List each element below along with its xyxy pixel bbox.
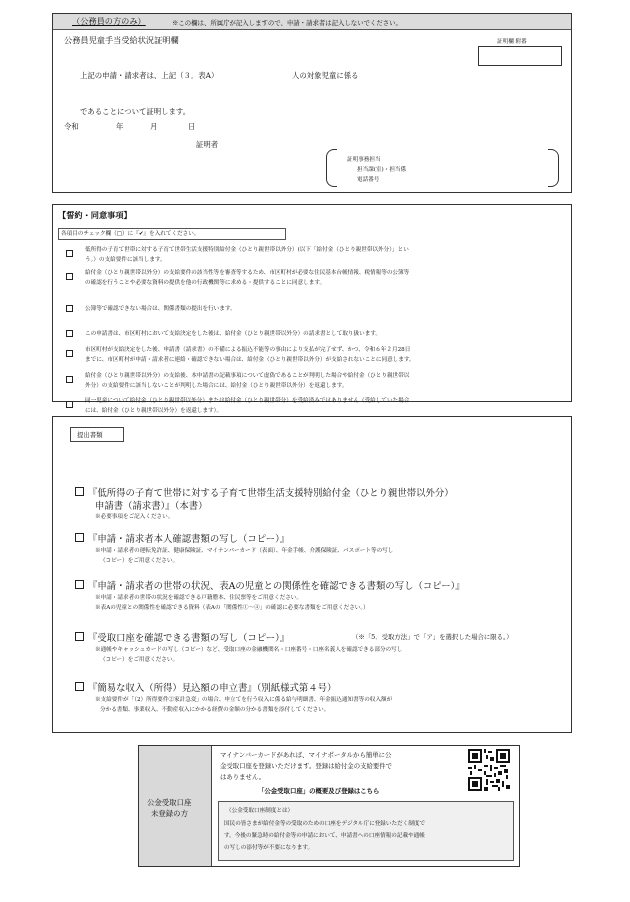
pledge-item-1-line-2: う。）の支給要件に該当します。	[85, 257, 166, 263]
document-title-5: 『簡易な収入（所得）見込額の申立書』（別紙様式第４号）	[88, 683, 337, 694]
office-line-1: 証明事務担当	[347, 157, 381, 163]
account-text-1: マイナンバーカードがあれば、マイナポータルから簡単に公	[220, 751, 392, 759]
pledge-checkbox-3[interactable]	[66, 305, 73, 312]
pledge-item-3-line-1: 公簿等で確認できない場合は、関係書類の提出を行います。	[85, 306, 236, 312]
date-month: 月	[150, 122, 158, 131]
pledge-item-5-line-1: 市区町村が支給決定をした後、申請書（請求書）の不備による振込不能等の事由により支払が完了せず、かつ、令和６年２月28日	[85, 347, 411, 353]
certificate-title: 公務員児童手当受給状況証明欄	[64, 35, 179, 45]
document-suffix-4: （※「5．受取方法」で「ア」を選択した場合に限る。）	[352, 633, 513, 641]
pledge-instruction: 各項目のチェック欄（□）に『✔』を入れてください。	[61, 231, 200, 237]
document-note-3-2: ※表Aの児童との関係性を確認できる資料（表Aの「関係性①～④」の確認に必要な書類をご用意ください。）	[95, 605, 369, 611]
qr-code-icon[interactable]	[468, 749, 510, 791]
official-note: ※この欄は、所属庁が記入しますので、申請・請求者は記入しないでください。	[172, 19, 402, 27]
pledge-checkbox-5[interactable]	[66, 350, 73, 357]
document-note-5-2: 分かる書類、事業収入、不動産収入にかかる経費の金額の分かる書類を添付してください。	[100, 707, 330, 713]
pledge-checkbox-4[interactable]	[66, 330, 73, 337]
certificate-number-field[interactable]	[478, 46, 562, 66]
documents-title: 提出書類	[77, 431, 103, 439]
document-note-5-1: ※支給要件が「（2）所得要件②家計急変」の場合、申立てを行う収入に係る給与明細書、年金振込通知書等の収入額が	[95, 697, 393, 703]
pledge-checkbox-2[interactable]	[66, 273, 73, 280]
certificate-line-2: であることについて証明します。	[80, 107, 191, 116]
document-note-4-1: ※通帳やキャッシュカードの写し（コピー）など、受取口座の金融機関名・口座番号・口座名義人を確認できる部分の写し	[95, 647, 403, 653]
pledge-title: 【誓約・同意事項】	[58, 210, 132, 220]
pledge-item-6-line-2: 外分）の支給要件に該当しないことが判明した場合には、給付金（ひとり親世帯以外分）を返還します。	[85, 383, 348, 389]
document-title-3: 『申請・請求者の世帯の状況、表Aの児童との関係性を確認できる書類の写し（コピー）』	[88, 581, 465, 592]
account-side-label-2: 未登録の方	[151, 809, 188, 818]
certificate-number-label: 証明欄 附番	[497, 39, 527, 45]
account-inner-3: の写しの添付等が不要になります。	[224, 845, 314, 851]
document-note-3-1: ※申請・請求者の世帯の状況を確認できる戸籍謄本、住民票等をご用意ください。	[95, 595, 302, 601]
document-checkbox-4[interactable]	[75, 632, 84, 641]
document-checkbox-5[interactable]	[75, 682, 84, 691]
office-bracket-right	[548, 149, 559, 187]
document-note-2-1: ※申請・請求者の運転免許証、健康保険証、マイナンバーカード（表面）、年金手帳、介護保険証、パスポート等の写し	[95, 548, 394, 554]
document-note-1-1: ※必要事項をご記入ください。	[95, 514, 174, 520]
document-note-4-2: （コピー）をご用意ください。	[100, 657, 179, 663]
pledge-item-4-line-1: この申請書は、市区町村において支給決定をした後は、給付金（ひとり親世帯以外分）の請求書として取り扱います。	[85, 331, 382, 337]
certificate-line-1a: 上記の申請・請求者は、上記（３．表A）	[80, 71, 219, 80]
pledge-item-7-line-2: には、給付金（ひとり親世帯以外分）を返還します）。	[85, 408, 223, 414]
pledge-item-7-line-1: 同一児童について給付金（ひとり親世帯以外分）または給付金（ひとり親世帯分）を受給済みではありません（受給していた場合	[85, 398, 410, 404]
document-checkbox-3[interactable]	[75, 580, 84, 589]
pledge-item-1-line-1: 低所得の子育て世帯に対する子育て世帯生活支援特別給付金（ひとり親世帯以外分）(以下「給付金（ひとり親世帯以外分）」とい	[85, 247, 409, 253]
document-title-1: 『低所得の子育て世帯に対する子育て世帯生活支援特別給付金（ひとり親世帯以外分）	[88, 488, 454, 499]
pledge-checkbox-6[interactable]	[66, 376, 73, 383]
pledge-item-6-line-1: 給付金（ひとり親世帯以外分）の支給後、本申請書の記載事項について虚偽であることが判明した場合や給付金（ひとり親世帯以	[85, 373, 410, 379]
pledge-checkbox-7[interactable]	[66, 401, 73, 408]
date-reiwa: 令和	[64, 122, 79, 131]
certificate-line-1b: 人の対象児童に係る	[292, 71, 359, 80]
pledge-item-2-line-2: の確認を行うことや必要な資料の提供を他の行政機関等に求める・提供することに同意します。	[85, 280, 326, 286]
office-line-3: 電話番号	[357, 177, 380, 183]
document-checkbox-2[interactable]	[75, 533, 84, 542]
account-inner-1: 国民の皆さまが給付金等の受取のための口座をデジタル庁に登録いただく制度で	[224, 821, 426, 827]
account-inner-2: す。今後の緊急時の給付金等の申請において、申請書への口座情報の記載や通帳	[224, 833, 425, 839]
certifier-label: 証明者	[196, 140, 219, 149]
official-only-label: （公務員の方のみ）	[72, 16, 146, 26]
date-day: 日	[188, 122, 196, 131]
date-year: 年	[116, 122, 124, 131]
account-inner-title: （公金受取口座制度とは）	[226, 808, 294, 814]
pledge-item-2-line-1: 給付金（ひとり親世帯以外分）の支給要件の該当性等を審査等するため、市区町村が必要な住民基本台帳情報、税情報等の公簿等	[85, 270, 410, 276]
account-text-2: 金受取口座を登録いただけます。登録は給付金の支給要件で	[220, 762, 393, 770]
document-title-2: 『申請・請求者本人確認書類の写し（コピー）』	[88, 534, 290, 545]
account-side-label-1: 公金受取口座	[147, 798, 192, 807]
office-bracket-left	[326, 149, 337, 187]
document-title-4: 『受取口座を確認できる書類の写し（コピー）』	[88, 633, 290, 644]
document-note-2-2: （コピー）をご用意ください。	[100, 558, 179, 564]
document-title-1-line-2: 申請書（請求書）』（本書）	[95, 501, 208, 512]
office-line-2: 担当課(室)・担当係	[357, 167, 407, 173]
pledge-checkbox-1[interactable]	[66, 250, 73, 257]
account-link[interactable]: 「公金受取口座」の概要及び登録はこちら	[258, 787, 380, 795]
document-checkbox-1[interactable]	[75, 487, 84, 496]
pledge-item-5-line-2: までに、市区町村が申請・請求者に連絡・確認できない場合は、給付金（ひとり親世帯以外分）が支給されないことに同意します。	[85, 357, 415, 363]
account-text-3: はありません。	[220, 773, 266, 781]
